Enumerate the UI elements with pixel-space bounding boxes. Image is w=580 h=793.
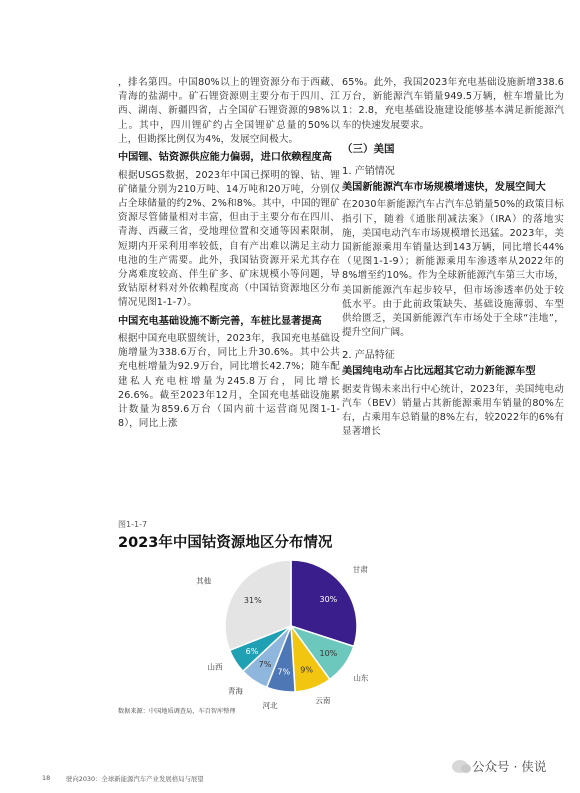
left-paragraph-1: ，排名第四。中国80%以上的锂资源分布于西藏、青海的盐湖中。矿石锂资源则主要分布于四川、江西、湖南、新疆四省，占全国矿石锂资源的98%以上。其中，四川锂矿约占全国锂矿总量的50%以上，但勘探比例仅为4%，发展空间极大。 bbox=[118, 77, 340, 145]
pie-value-label-青海: 7% bbox=[258, 660, 272, 670]
subheading-product-features: 2. 产品特征 bbox=[342, 350, 395, 362]
footer-title: 驶向2030：全球新能源汽车产业发展格局与展望 bbox=[66, 775, 204, 783]
right-paragraph-1: 65%。此外，我国2023年充电基础设施新增338.6万台，新能源汽车销量949.5万辆，桩车增量比为1：2.8，充电基础设施建设能够基本满足新能源汽车的快速发展要求。 bbox=[342, 77, 564, 131]
pie-value-label-其他: 31% bbox=[243, 596, 262, 606]
pie-value-label-山西: 6% bbox=[245, 646, 259, 656]
pie-value-label-河北: 7% bbox=[277, 667, 291, 677]
subheading-production-sales: 1. 产销情况 bbox=[342, 165, 395, 177]
left-paragraph-2: 根据USGS数据，2023年中国已探明的镍、钴、锂矿储量分别为210万吨、14万吨和20万吨，分别仅占全球储量的约2%、2%和8%。其中，中国的锂矿资源尽管储量相对丰富，但由于主要分布在四川、青海、西藏三省，受地理位置和交通等因素限制，短期内开采利用率较低，自有产出难以满足主动力电池的生产需要。此外，我国钴资源开采尤其存在分离难度较高、伴生矿多、矿床规模小等问题，导致钴原材料对外依赖程度高（中国钴资源地区分布情况见图1-1-7）。 bbox=[118, 169, 340, 309]
watermark-text: 公众号 · 侠说 bbox=[472, 759, 547, 774]
pie-category-label-河北: 河北 bbox=[262, 700, 278, 710]
section-heading-usa: （三）美国 bbox=[342, 142, 395, 155]
figure-title: 2023年中国钴资源地区分布情况 bbox=[118, 535, 333, 551]
cobalt-distribution-pie-chart bbox=[196, 548, 430, 710]
right-heading-bev-share: 美国纯电动车占比远超其它动力新能源车型 bbox=[342, 366, 536, 378]
pie-category-label-山东: 山东 bbox=[353, 673, 369, 683]
pie-category-label-甘肃: 甘肃 bbox=[352, 564, 368, 574]
left-heading-charging: 中国充电基础设施不断完善，车桩比显著提高 bbox=[118, 315, 322, 327]
left-heading-lithium-cobalt: 中国锂、钴资源供应能力偏弱，进口依赖程度高 bbox=[118, 152, 332, 164]
pie-value-label-山东: 10% bbox=[319, 649, 338, 659]
left-column bbox=[118, 76, 340, 431]
watermark bbox=[452, 757, 546, 775]
right-paragraph-2: 在2030年新能源汽车占汽车总销量50%的政策目标指引下，随着《通胀削减法案》（IRA）的落地实施，美国电动汽车市场规模增长迅猛。2023年，美国新能源乘用车销量达到143万辆，同比增长44%（见图1-1-9）；新能源乘用车渗透率从2022年的8%增至约10%。作为全球新能源汽车第三大市场，美国新能源汽车起步较早，但市场渗透率仍处于较低水平。由于此前政策缺失、基础设施薄弱、车型供给匮乏，美国新能源汽车市场处于全球“洼地”，提升空间广阔。 bbox=[342, 199, 564, 339]
pie-category-label-青海: 青海 bbox=[227, 686, 243, 696]
wechat-icon bbox=[452, 760, 468, 773]
pie-category-label-其他: 其他 bbox=[196, 576, 212, 586]
pie-value-label-甘肃: 30% bbox=[319, 594, 338, 604]
pie-value-label-云南: 9% bbox=[300, 665, 314, 675]
figure-source: 数据来源：中国地质调查局，车百智库整理 bbox=[118, 708, 236, 715]
pie-category-label-云南: 云南 bbox=[315, 696, 331, 706]
page-number: 18 bbox=[42, 774, 51, 782]
right-paragraph-3: 据麦肯锡未来出行中心统计，2023年，美国纯电动汽车（BEV）销量占其新能源乘用车销量的80%左右，占乘用车总销量的8%左右，较2022年的6%有显著增长 bbox=[342, 383, 564, 438]
right-column bbox=[342, 76, 564, 440]
right-heading-us-market: 美国新能源汽车市场规模增速快，发展空间大 bbox=[342, 181, 546, 193]
left-paragraph-3: 根据中国充电联盟统计，2023年，我国充电基础设施增量为338.6万台，同比上升30.6%。其中公共充电桩增量为92.9万台，同比增长42.7%；随车配建私人充电桩增量为245.8万台，同比增长26.6%。截至2023年12月，全国充电基础设施累计数量为859.6万台（国内前十运营商见图1-1-8），同比上涨 bbox=[118, 333, 340, 430]
figure-label: 图1-1-7 bbox=[118, 520, 148, 529]
pie-category-label-山西: 山西 bbox=[207, 662, 223, 672]
